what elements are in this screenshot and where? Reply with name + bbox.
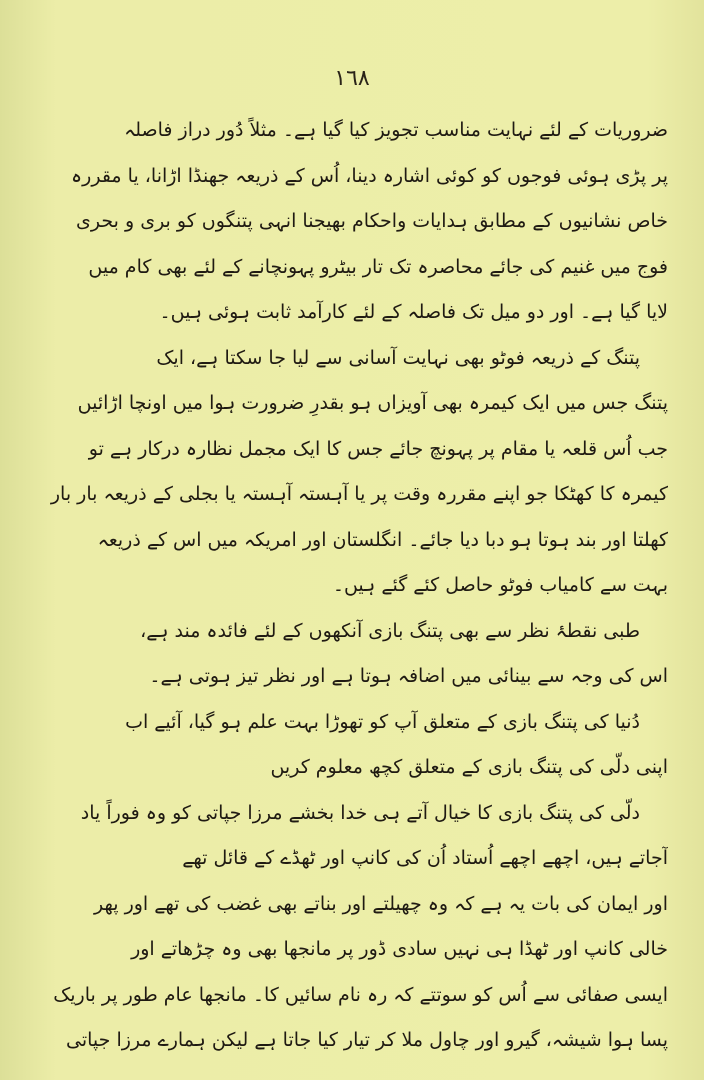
text-line: خاص نشانیوں کے مطابق ہدایات واحکام بھیجنا انہی پتنگوں کو بری و بحری (76, 210, 668, 232)
text-line: لایا گیا ہے۔ اور دو میل تک فاصلہ کے لئے کارآمد ثابت ہوئی ہیں۔ (159, 301, 668, 323)
text-line: ایسی صفائی سے اُس کو سوتتے کہ رہ نام سائیں کا۔ مانجھا عام طور پر باریک (53, 983, 668, 1006)
text-line: پسا ہوا شیشہ، گیرو اور چاول ملا کر تیار کیا جاتا ہے لیکن ہمارے مرزا جپاتی (66, 1029, 668, 1051)
page-number: ١٦٨ (334, 66, 370, 91)
text-line: پر پڑی ہوئی فوجوں کو کوئی اشارہ دینا، اُس کے ذریعہ جھنڈا اڑانا، یا مقررہ (71, 164, 668, 187)
text-line: ضروریات کے لئے نہایت مناسب تجویز کیا گیا ہے۔ مثلاً دُور دراز فاصلہ (124, 119, 668, 141)
text-line: دلّی کی پتنگ بازی کا خیال آتے ہی خدا بخشے مرزا جپاتی کو وہ فوراً یاد (80, 801, 640, 824)
text-line: کھلتا اور بند ہوتا ہو دبا دیا جائے۔ انگلستان اور امریکہ میں اس کے ذریعہ (97, 528, 668, 551)
text-line: اس کی وجہ سے بینائی میں اضافہ ہوتا ہے اور نظر تیز ہوتی ہے۔ (149, 665, 668, 687)
text-line: دُنیا کی پتنگ بازی کے متعلق آپ کو تھوڑا بہت علم ہو گیا، آئیے اب (125, 710, 640, 733)
text-line: خالی کانپ اور ٹھڈا ہی نہیں سادی ڈور پر مانجھا بھی وہ چڑھاتے اور (131, 938, 668, 960)
text-line: طبی نقطۂ نظر سے بھی پتنگ بازی آنکھوں کے لئے فائدہ مند ہے، (140, 619, 640, 642)
text-line: کیمرہ کا کھٹکا جو اپنے مقررہ وقت پر یا آہستہ آہستہ یا بجلی کے ذریعہ بار بار (50, 483, 668, 505)
text-line: فوج میں غنیم کی جائے محاصرہ تک تار بیٹرو پہونچانے کے لئے بھی کام میں (88, 255, 668, 278)
text-line: جب اُس قلعہ یا مقام پر پہونچ جائے جس کا ایک مجمل نظارہ درکار ہے تو (88, 437, 668, 460)
text-line: پتنگ جس میں ایک کیمرہ بھی آویزاں ہو بقدرِ ضرورت ہوا میں اونچا اڑائیں (77, 392, 668, 414)
text-line: اور ایمان کی بات یہ ہے کہ وہ چھیلتے اور بناتے بھی غضب کی تھے اور پھر (94, 892, 668, 915)
text-line: آجاتے ہیں، اچھے اچھے اُستاد اُن کی کانپ اور ٹھڈے کے قائل تھے (182, 847, 668, 869)
body-text (40, 108, 668, 1064)
text-line: پتنگ کے ذریعہ فوٹو بھی نہایت آسانی سے لیا جا سکتا ہے، ایک (156, 346, 640, 369)
text-line: بہت سے کامیاب فوٹو حاصل کئے گئے ہیں۔ (332, 574, 668, 596)
text-line: اپنی دلّی کی پتنگ بازی کے متعلق کچھ معلوم کریں (270, 756, 668, 778)
